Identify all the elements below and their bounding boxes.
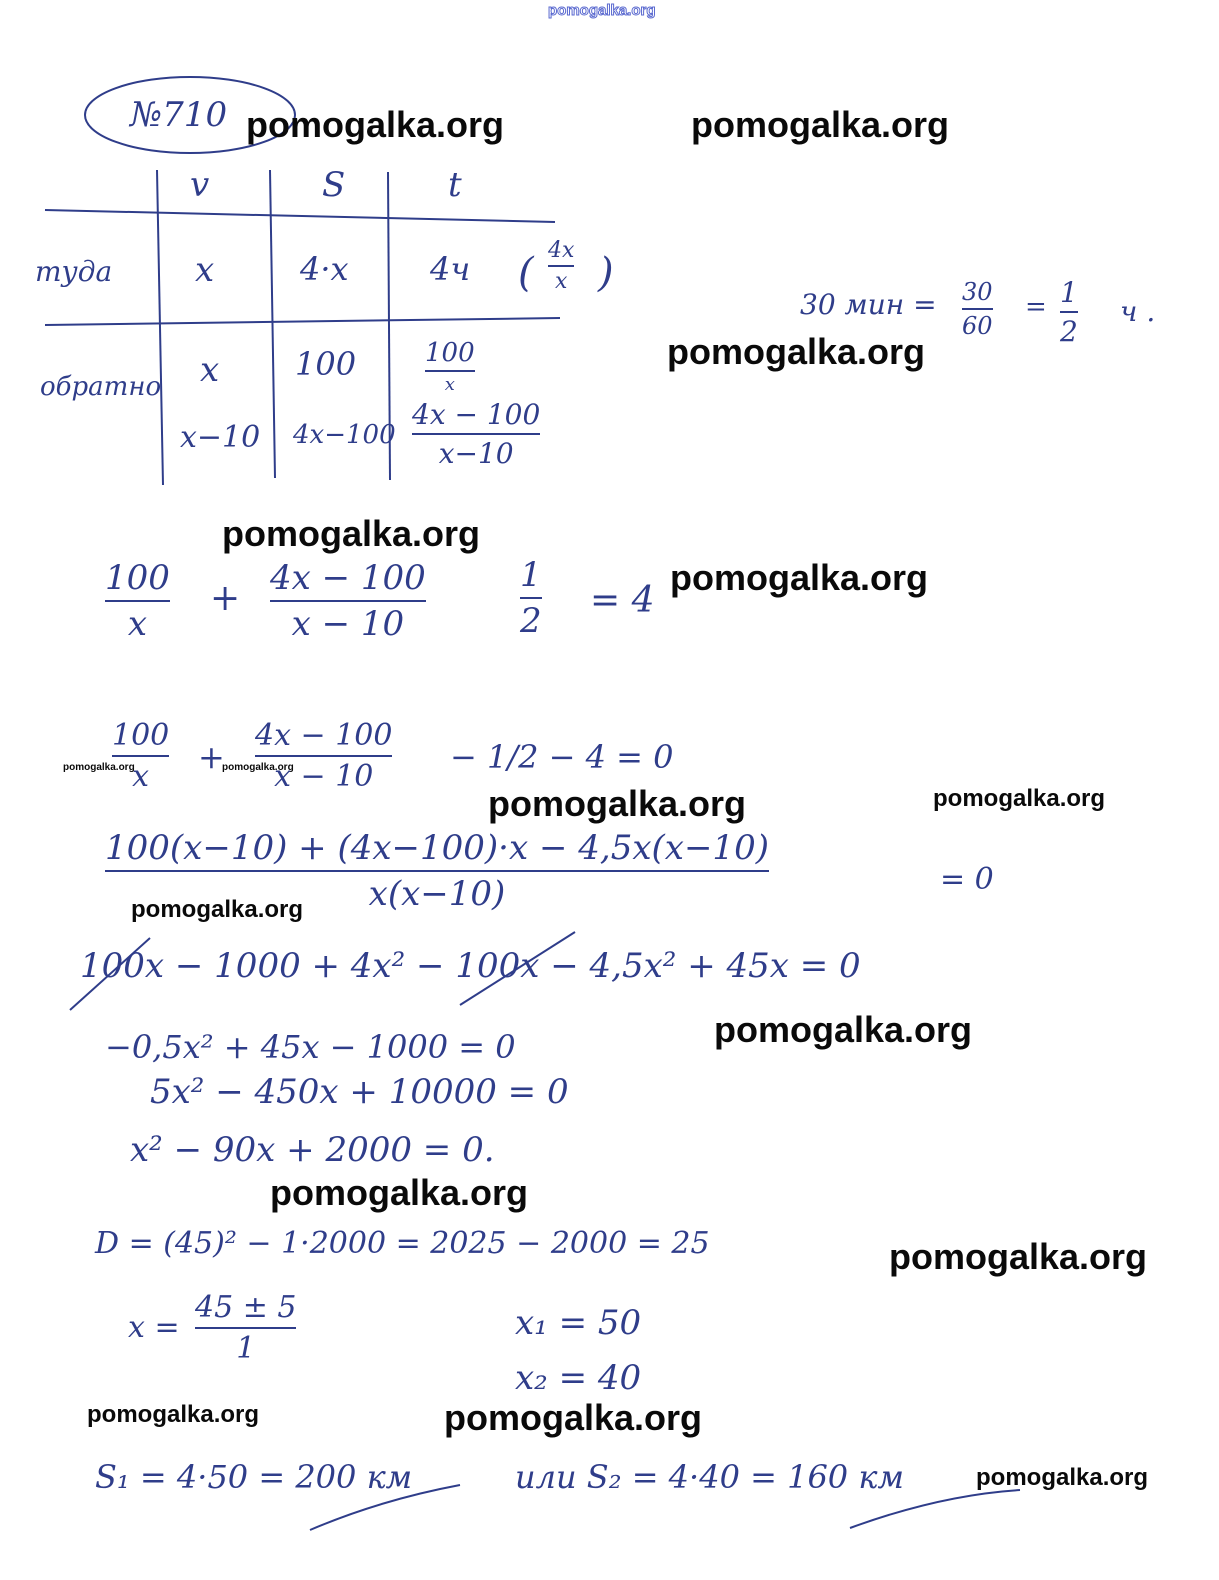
conversion-frac-2 xyxy=(1060,276,1078,348)
watermark: pomogalka.org xyxy=(222,762,294,773)
root-lhs: x = xyxy=(128,1310,180,1345)
line-collected: −0,5x² + 45x − 1000 = 0 xyxy=(105,1028,516,1066)
fraction-num: 4x xyxy=(548,238,575,263)
root-x2: x₂ = 40 xyxy=(515,1358,642,1398)
eq1-rhs: = 4 xyxy=(590,580,655,621)
conversion-left: 30 мин = xyxy=(800,288,937,321)
fraction-den: x xyxy=(132,759,150,794)
fraction-num: 4x − 100 xyxy=(255,718,393,753)
fraction-num: 100 xyxy=(112,718,170,753)
line-multiplied: 5x² − 450x + 10000 = 0 xyxy=(150,1072,569,1112)
cell-v-back-1: x xyxy=(200,350,220,390)
fraction-bar xyxy=(105,600,170,602)
eq3-rhs: = 0 xyxy=(940,862,994,897)
cell-s-back-2: 4x−100 xyxy=(293,420,396,450)
fraction-t-there xyxy=(548,238,574,294)
cell-s-there: 4·x xyxy=(300,250,349,288)
root-fraction xyxy=(195,1290,296,1366)
fraction-num: 4x − 100 xyxy=(412,398,541,431)
fraction-t-back-2 xyxy=(412,398,540,470)
conversion-unit: ч . xyxy=(1120,295,1156,328)
line-reduced: x² − 90x + 2000 = 0. xyxy=(130,1130,495,1170)
watermark: pomogalka.org xyxy=(548,2,656,19)
fraction-bar xyxy=(412,433,540,435)
eq2-frac-2 xyxy=(255,718,392,794)
eq1-plus: + xyxy=(210,578,241,619)
watermark: pomogalka.org xyxy=(976,1464,1149,1491)
fraction-bar xyxy=(105,870,769,872)
fraction-t-back-1 xyxy=(425,338,475,395)
line-expanded: 100x − 1000 + 4x² − 100x − 4,5x² + 45x = 0 xyxy=(80,946,861,986)
eq1-frac-3 xyxy=(520,555,542,641)
table-header-line xyxy=(45,210,555,222)
problem-number: №710 xyxy=(130,95,228,135)
fraction-den: x xyxy=(444,374,455,395)
fraction-den: 60 xyxy=(962,312,993,340)
fraction-bar xyxy=(255,755,392,757)
fraction-bar xyxy=(270,600,426,602)
fraction-num: 4x − 100 xyxy=(270,558,426,598)
watermark: pomogalka.org xyxy=(87,1401,260,1428)
distance-s1: S₁ = 4·50 = 200 км xyxy=(95,1458,413,1496)
eq2-tail: − 1/2 − 4 = 0 xyxy=(450,738,674,776)
line-discriminant: D = (45)² − 1·2000 = 2025 − 2000 = 25 xyxy=(95,1226,710,1261)
fraction-den: x − 10 xyxy=(274,759,374,794)
root-x1: x₁ = 50 xyxy=(515,1303,642,1343)
distance-s2: или S₂ = 4·40 = 160 км xyxy=(515,1458,904,1496)
fraction-num: 1 xyxy=(1060,276,1078,309)
watermark: pomogalka.org xyxy=(714,1009,973,1050)
cell-t-there: 4ч xyxy=(430,250,471,288)
watermark: pomogalka.org xyxy=(670,557,929,598)
fraction-bar xyxy=(548,265,574,267)
conversion-eq: = xyxy=(1025,292,1047,322)
paren-close: ) xyxy=(598,250,614,296)
eq1-frac-1 xyxy=(105,558,170,644)
watermark: pomogalka.org xyxy=(889,1236,1148,1277)
cell-s-back-1: 100 xyxy=(295,345,357,383)
fraction-bar xyxy=(425,370,475,372)
eq2-frac-1 xyxy=(112,718,169,794)
fraction-num: 30 xyxy=(962,278,993,306)
table-header-t: t xyxy=(448,165,462,205)
fraction-den: x − 10 xyxy=(291,604,405,644)
fraction-den: x xyxy=(127,604,148,644)
conversion-frac-1 xyxy=(962,278,993,340)
fraction-num: 45 ± 5 xyxy=(195,1290,297,1325)
fraction-den: 1 xyxy=(236,1331,256,1366)
watermark: pomogalka.org xyxy=(131,896,304,923)
cell-v-there: x xyxy=(195,250,215,290)
table-header-v: v xyxy=(190,165,210,205)
watermark: pomogalka.org xyxy=(444,1397,703,1438)
fraction-den: x(x−10) xyxy=(368,874,506,914)
watermark: pomogalka.org xyxy=(222,513,481,554)
fraction-bar xyxy=(520,597,542,599)
watermark: pomogalka.org xyxy=(933,785,1106,812)
fraction-bar xyxy=(195,1327,296,1329)
fraction-bar xyxy=(112,755,169,757)
eq3-fraction xyxy=(105,828,769,914)
watermark: pomogalka.org xyxy=(270,1172,529,1213)
fraction-den: 2 xyxy=(520,601,542,641)
row-label-there: туда xyxy=(35,255,113,288)
fraction-num: 100 xyxy=(105,558,170,598)
watermark: pomogalka.org xyxy=(667,331,926,372)
fraction-den: x xyxy=(554,269,568,294)
fraction-bar xyxy=(962,308,993,310)
fraction-bar xyxy=(1060,311,1078,313)
watermark: pomogalka.org xyxy=(488,783,747,824)
paren-open: ( xyxy=(518,250,534,296)
fraction-num: 1 xyxy=(520,555,542,595)
fraction-den: x−10 xyxy=(438,437,514,470)
cell-v-back-2: x−10 xyxy=(180,420,261,455)
watermark: pomogalka.org xyxy=(691,104,950,145)
fraction-num: 100(x−10) + (4x−100)·x − 4,5x(x−10) xyxy=(105,828,769,868)
eq1-frac-2 xyxy=(270,558,426,644)
watermark: pomogalka.org xyxy=(63,762,135,773)
watermark: pomogalka.org xyxy=(246,104,505,145)
fraction-den: 2 xyxy=(1060,315,1078,348)
row-label-back: обратно xyxy=(40,372,162,402)
eq2-plus: + xyxy=(198,738,225,776)
fraction-num: 100 xyxy=(425,338,475,368)
table-header-s: S xyxy=(322,165,346,205)
table-col-line xyxy=(157,170,163,485)
table-row-line xyxy=(45,318,560,325)
